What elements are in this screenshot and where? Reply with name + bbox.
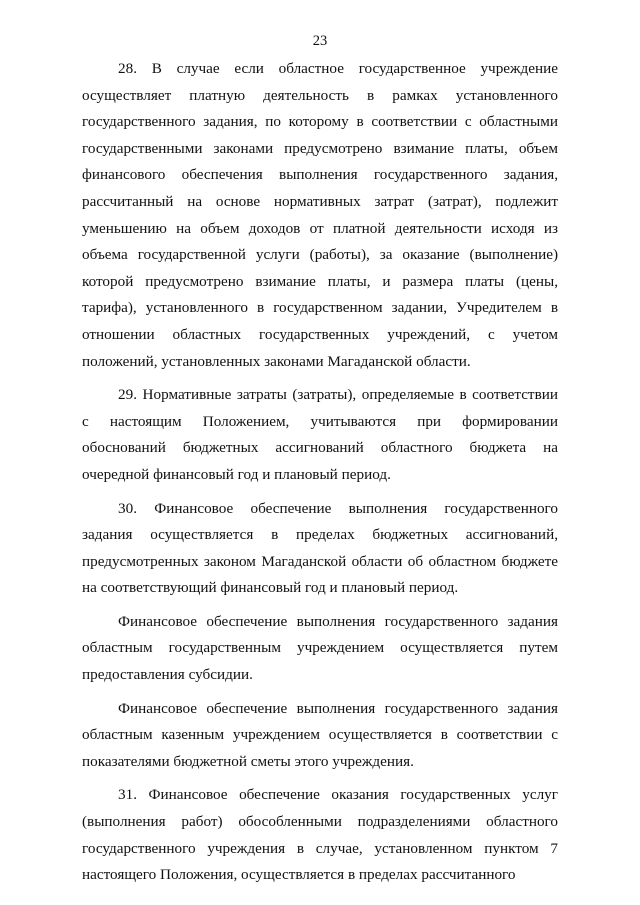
paragraph-31: 31. Финансовое обеспечение оказания государственных услуг (выполнения работ) обособленными подразделениями областного государственного учреждения в случае, установленном пунктом 7 настоящего Положения, осуществляется в пределах рассчитанного <box>82 786 558 884</box>
paragraph-30-subsidy: Финансовое обеспечение выполнения государственного задания областным государственным учреждением осуществляется путем предоставления субсидии. <box>82 612 558 684</box>
paragraph-29: 29. Нормативные затраты (затраты), определяемые в соответствии с настоящим Положением, учитываются при формировании обоснований бюджетных ассигнований областного бюджета на очередной финансовый год и плановый период. <box>82 386 558 483</box>
paragraph-30: 30. Финансовое обеспечение выполнения государственного задания осуществляется в пределах бюджетных ассигнований, предусмотренных законом Магаданской области об областном бюджете на соответствующий финансовый год и плановый период. <box>82 499 558 597</box>
paragraph-28: 28. В случае если областное государственное учреждение осуществляет платную деятельность в рамках установленного государственного задания, по которому в соответствии с областными государственными законами предусмотрено взимание платы, объем финансового обеспечения выполнения государственного задания, рассчитанный на основе нормативных затрат (затрат), подлежит уменьшению на объем доходов от платной деятельности исходя из объема государственной услуги (работы), за оказание (выполнение) которой предусмотрено взимание платы, и размера платы (цены, тарифа), установленного в государственном задании, Учредителем в отношении областных государственных учреждений, с учетом положений, установленных законами Магаданской области. <box>82 60 558 370</box>
document-body <box>82 56 558 896</box>
paragraph-30-budget-estimate: Финансовое обеспечение выполнения государственного задания областным казенным учреждением осуществляется в соответствии с показателями бюджетной сметы этого учреждения. <box>82 699 558 770</box>
page-number: 23 <box>312 33 328 49</box>
